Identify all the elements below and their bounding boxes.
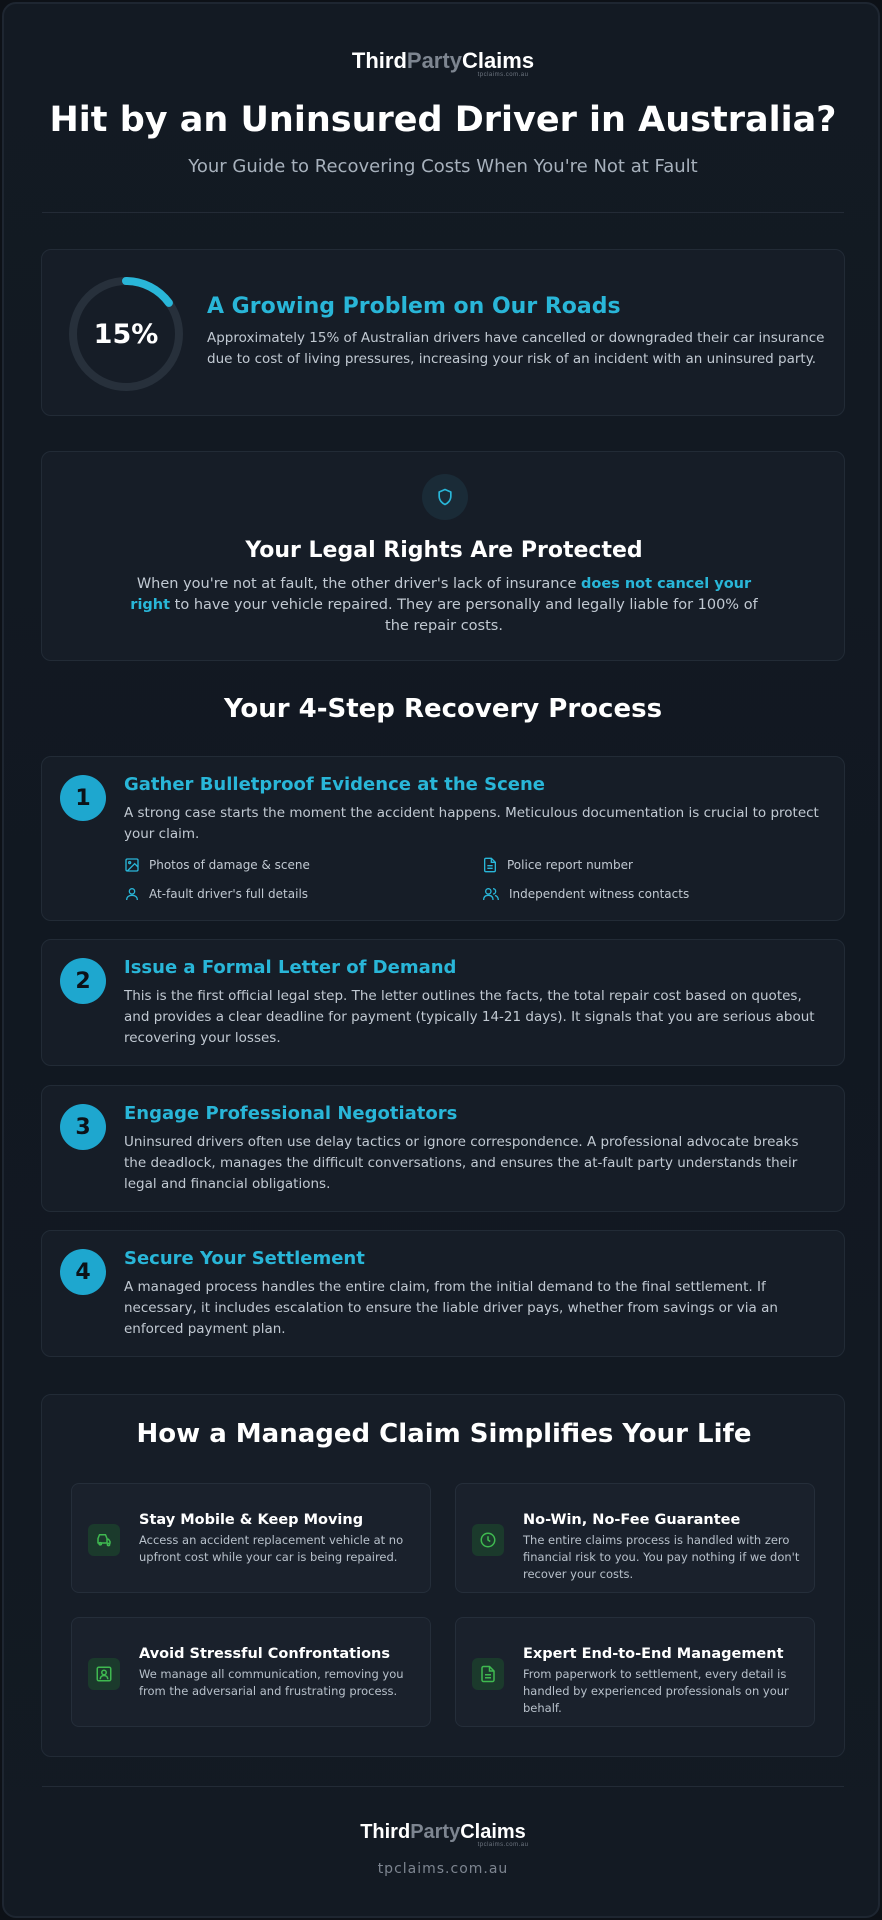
- step-title: Issue a Formal Letter of Demand: [124, 957, 457, 978]
- benefit-title: Stay Mobile & Keep Moving: [139, 1512, 364, 1528]
- logo-word-third: Third: [351, 48, 407, 73]
- evidence-item-witness-contacts: [482, 886, 689, 902]
- image-icon: [124, 857, 140, 873]
- logo-domain: tpclaims.com.au: [477, 1842, 529, 1848]
- footer-url[interactable]: tpclaims.com.au: [377, 1861, 509, 1877]
- contact-icon: [88, 1658, 120, 1690]
- step-body: A strong case starts the moment the accident happens. Meticulous documentation is crucial to protect your claim.: [124, 805, 819, 842]
- header-logo[interactable]: [4, 48, 882, 78]
- logo-word-party: Party: [406, 48, 462, 73]
- step-body: This is the first official legal step. The letter outlines the facts, the total repair cost based on quotes, and provides a clear deadline for payment (typically 14-21 days). It signals that you are serious about recovering your losses.: [124, 988, 815, 1046]
- legal-rights-highlight: does not cancel your right: [130, 576, 752, 613]
- step-number: 3: [60, 1104, 106, 1150]
- benefit-title: Expert End-to-End Management: [523, 1646, 784, 1662]
- benefit-avoid-confrontations: [71, 1617, 431, 1727]
- step-card-1: [41, 756, 845, 921]
- process-section-title: Your 4-Step Recovery Process: [223, 694, 663, 724]
- page-title: Hit by an Uninsured Driver in Australia?: [49, 100, 837, 140]
- benefit-title: No-Win, No-Fee Guarantee: [523, 1512, 741, 1528]
- page-subtitle: Your Guide to Recovering Costs When You're Not at Fault: [188, 156, 698, 177]
- benefits-title: How a Managed Claim Simplifies Your Life: [136, 1419, 752, 1449]
- benefit-body: We manage all communication, removing you from the adversarial and frustrating process.: [139, 1667, 404, 1698]
- header-divider: [42, 212, 844, 213]
- stat-value: 15%: [93, 318, 159, 350]
- infographic-page: [2, 2, 880, 1918]
- car-icon: [88, 1524, 120, 1556]
- benefit-end-to-end-management: [455, 1617, 815, 1727]
- logo-domain: tpclaims.com.au: [477, 72, 529, 78]
- step-body: Uninsured drivers often use delay tactics or ignore correspondence. A professional advocate breaks the deadlock, manages the difficult conversations, and ensures the at-fault party understands their legal and financial obligations.: [124, 1134, 799, 1192]
- step-card-4: [41, 1230, 845, 1357]
- logo-word-third: Third: [360, 1821, 411, 1843]
- step-card-3: [41, 1085, 845, 1212]
- evidence-label: Police report number: [507, 858, 633, 872]
- legal-rights-text-start: When you're not at fault, the other driver's lack of insurance: [136, 576, 581, 592]
- stat-body: Approximately 15% of Australian drivers have cancelled or downgraded their car insurance due to cost of living pressures, increasing your risk of an incident with an uninsured party.: [207, 330, 825, 367]
- benefit-title: Avoid Stressful Confrontations: [139, 1646, 390, 1662]
- logo-word-claims: Claims: [460, 1821, 526, 1843]
- benefit-body: Access an accident replacement vehicle at no upfront cost while your car is being repaired.: [139, 1533, 404, 1564]
- logo-word-claims: Claims: [461, 48, 535, 73]
- footer-divider: [42, 1786, 844, 1787]
- evidence-item-police-report: [482, 857, 633, 873]
- document-icon: [482, 857, 498, 873]
- step-title: Secure Your Settlement: [124, 1248, 365, 1269]
- stat-card: [41, 249, 845, 416]
- logo-word-party: Party: [410, 1821, 461, 1843]
- evidence-label: Photos of damage & scene: [149, 858, 310, 872]
- legal-rights-text-end: to have your vehicle repaired. They are personally and legally liable for 100% of the repair costs.: [170, 597, 758, 634]
- user-icon: [124, 886, 140, 902]
- benefits-card: [41, 1394, 845, 1757]
- evidence-label: At-fault driver's full details: [149, 887, 309, 901]
- evidence-item-photos: [124, 857, 310, 873]
- legal-rights-body: [122, 574, 766, 637]
- evidence-item-driver-details: [124, 886, 308, 902]
- step-title: Gather Bulletproof Evidence at the Scene: [124, 774, 545, 795]
- shield-icon: [422, 474, 468, 520]
- step-card-2: [41, 939, 845, 1066]
- footer-logo[interactable]: [4, 1821, 882, 1848]
- legal-rights-card: [41, 451, 845, 661]
- users-icon: [482, 886, 500, 902]
- benefit-body: From paperwork to settlement, every detail is handled by experienced professionals on your behalf.: [523, 1667, 789, 1715]
- document-icon: [472, 1658, 504, 1690]
- step-number: 1: [60, 775, 106, 821]
- evidence-label: Independent witness contacts: [509, 887, 690, 901]
- step-number: 2: [60, 958, 106, 1004]
- benefit-body: The entire claims process is handled with zero financial risk to you. You pay nothing if we don't recover your costs.: [523, 1533, 800, 1581]
- benefit-replacement-vehicle: [71, 1483, 431, 1593]
- legal-rights-title: Your Legal Rights Are Protected: [245, 538, 643, 563]
- stat-title: A Growing Problem on Our Roads: [207, 294, 621, 319]
- step-body: A managed process handles the entire claim, from the initial demand to the final settlement. If necessary, it includes escalation to ensure the liable driver pays, whether from savings or via an enforced payment plan.: [124, 1279, 778, 1337]
- step-number: 4: [60, 1249, 106, 1295]
- step-title: Engage Professional Negotiators: [124, 1103, 458, 1124]
- benefit-no-win-no-fee: [455, 1483, 815, 1593]
- clock-icon: [472, 1524, 504, 1556]
